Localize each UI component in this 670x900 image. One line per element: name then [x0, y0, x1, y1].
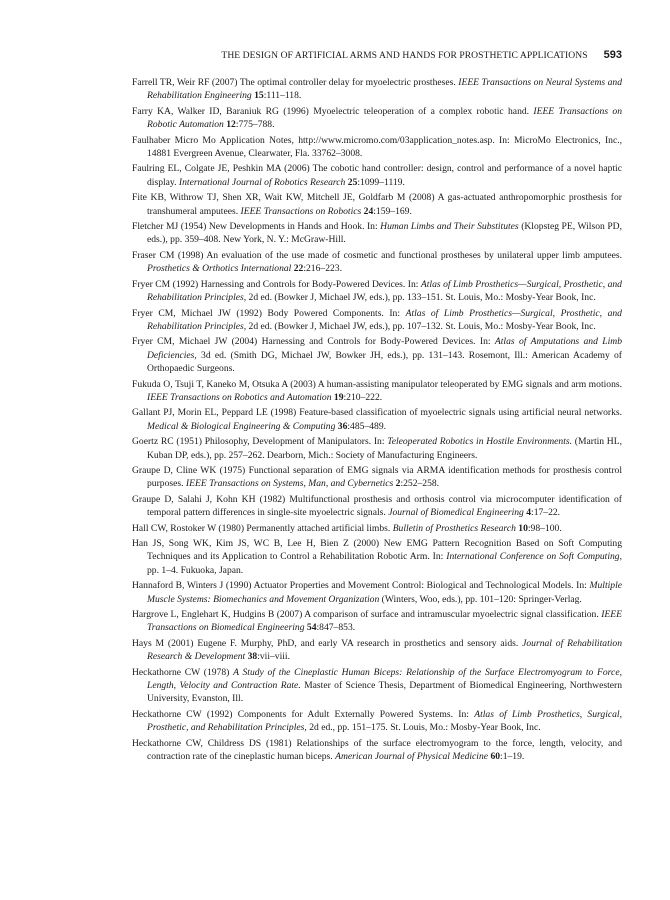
reference-entry	[132, 278, 622, 305]
reference-entry	[132, 335, 622, 375]
reference-source: Prosthetics & Orthotics International	[147, 263, 292, 275]
reference-source: IEEE Transactions on Robotic Automation	[147, 105, 622, 131]
reference-entry	[132, 579, 622, 606]
reference-title: New Developments in Hands and Hook. In:	[208, 221, 378, 233]
reference-authors: Heckathorne CW (1978)	[132, 666, 230, 678]
reference-title: Functional separation of EMG signals via ARMA identification methods for prosthesis control purposes.	[147, 464, 622, 490]
reference-pages: 2d ed. (Bowker J, Michael JW, eds.), pp. 133–151. St. Louis, Mo.: Mosby-Year Book, Inc.	[248, 292, 596, 304]
reference-title: New EMG Pattern Recognition Based on Soft Computing Techniques and its Application to Control a Rehabilitation Robotic Arm. In:	[147, 538, 622, 563]
reference-pages: :485–489.	[347, 420, 387, 432]
reference-authors: Heckathorne CW, Childress DS (1981)	[132, 737, 292, 749]
reference-source: Journal of Biomedical Engineering	[388, 507, 524, 519]
reference-pages: :vii–viii.	[257, 651, 291, 663]
reference-pages: (Klopsteg PE, Wilson PD, eds.), pp. 359–408. New York, N. Y.: McGraw-Hill.	[147, 221, 622, 246]
reference-volume: 19	[333, 391, 344, 403]
reference-title: Actuator Properties and Movement Control: Biological and Technological Models. In:	[253, 580, 587, 592]
reference-authors: Fryer CM (1992)	[132, 278, 199, 290]
reference-pages: :847–853.	[316, 622, 356, 634]
reference-source: Teleoperated Robotics in Hostile Environments.	[387, 436, 573, 448]
reference-pages: (Martin HL, Kuban DP, eds.), pp. 257–262. Dearborn, Mich.: Society of Manufacturing Engineers.	[147, 436, 622, 461]
reference-pages: pp. 1–4. Fukuoka, Japan.	[147, 564, 244, 576]
reference-source: Bulletin of Prosthetics Research	[392, 522, 516, 534]
reference-volume: 12	[226, 119, 236, 131]
reference-title: A comparison of surface and intramuscular myoelectric signal classification.	[304, 609, 599, 621]
reference-volume: 36	[337, 420, 348, 432]
reference-authors: Hargrove L, Englehart K, Hudgins B (2007)	[132, 609, 303, 621]
reference-pages: :252–258.	[400, 478, 440, 490]
reference-title: Permanently attached artificial limbs.	[246, 522, 391, 534]
reference-entry	[132, 191, 622, 218]
reference-source: Medical & Biological Engineering & Computing	[147, 420, 336, 432]
reference-source: IEEE Transactions on Robotics	[240, 205, 362, 217]
page-number: 593	[603, 49, 622, 61]
reference-title: The optimal controller delay for myoelectric prostheses.	[239, 77, 456, 88]
reference-title: The cobotic hand controller: design, control and performance of a novel haptic display.	[147, 163, 622, 188]
reference-source: IEEE Transactions on Neural Systems and Rehabilitation Engineering	[147, 77, 622, 102]
reference-authors: Graupe D, Cline WK (1975)	[132, 464, 246, 476]
reference-source: A Study of the Cineplastic Human Biceps: Relationship of the Surface Electromyogram to Force, Length, Velocity and Contraction Rate.	[147, 666, 622, 692]
reference-title: Philosophy, Development of Manipulators. In:	[204, 436, 385, 448]
reference-list	[132, 76, 622, 766]
reference-title: Relationships of the surface electromyogram to the force, length, velocity, and contraction rate of the cineplastic human biceps.	[147, 737, 622, 763]
reference-entry	[132, 406, 622, 433]
reference-entry	[132, 76, 622, 103]
reference-source: Atlas of Limb Prosthetics—Surgical, Prosthetic, and Rehabilitation Principles,	[147, 307, 622, 332]
reference-volume: 54	[306, 622, 317, 634]
reference-authors: Fite KB, Withrow TJ, Shen XR, Wait KW, Mitchell JE, Goldfarb M (2008)	[132, 192, 435, 204]
reference-title: Multifunctional prosthesis and orthosis control via microcomputer identification of temporal pattern differences in single-site myoelectric signals.	[147, 493, 622, 519]
reference-entry	[132, 134, 622, 161]
reference-entry	[132, 537, 622, 577]
reference-volume: 4	[526, 507, 532, 519]
reference-volume: 10	[518, 522, 528, 534]
reference-volume: 15	[254, 90, 264, 102]
reference-authors: Hannaford B, Winters J (1990)	[132, 580, 252, 592]
reference-source: International Conference on Soft Computing,	[446, 551, 622, 563]
reference-pages: :1099–1119.	[357, 176, 405, 188]
reference-pages: :210–222.	[343, 391, 383, 403]
reference-entry	[132, 708, 622, 735]
reference-volume: 60	[490, 751, 501, 763]
reference-source: IEEE Transactions on Biomedical Engineering	[147, 609, 622, 634]
reference-pages: :111–118.	[263, 90, 302, 102]
reference-source: American Journal of Physical Medicine	[335, 751, 489, 763]
reference-entry	[132, 249, 622, 276]
reference-source: Atlas of Limb Prosthetics—Surgical, Prosthetic, and Rehabilitation Principles,	[147, 278, 622, 304]
reference-entry	[132, 737, 622, 764]
reference-title: A human-assisting manipulator teleoperated by EMG signals and arm motions.	[317, 378, 622, 390]
reference-entry	[132, 637, 622, 664]
reference-entry	[132, 105, 622, 132]
reference-authors: Goertz RC (1951)	[132, 436, 202, 448]
reference-authors: Graupe D, Salahi J, Kohn KH (1982)	[132, 493, 286, 505]
reference-authors: Faulhaber Micro Mo Application Notes, http://www.micromo.com/03application_notes.asp. In: MicroMo Electronics, Inc., 14881 Evergreen Avenue, Clearwater, Fla. 33762–3008.	[132, 134, 622, 160]
reference-authors: Fletcher MJ (1954)	[132, 221, 207, 233]
reference-authors: Gallant PJ, Morin EL, Peppard LE (1998)	[132, 407, 297, 419]
reference-source: Multiple Muscle Systems: Biomechanics and Movement Organization	[147, 580, 622, 605]
reference-pages: 2d ed. (Bowker J, Michael JW, eds.), pp. 107–132. St. Louis, Mo.: Mosby-Year Book, Inc.	[248, 320, 596, 332]
reference-authors: Faulring EL, Colgate JE, Peshkin MA (2006)	[132, 163, 310, 175]
reference-entry	[132, 608, 622, 635]
reference-source: Atlas of Limb Prosthetics, Surgical, Prosthetic, and Rehabilitation Principles,	[147, 708, 622, 734]
reference-pages: :98–100.	[527, 522, 562, 534]
reference-authors: Heckathorne CW (1992)	[132, 708, 233, 720]
reference-pages: 2d ed., pp. 151–175. St. Louis, Mo.: Mosby-Year Book, Inc.	[309, 722, 541, 734]
reference-title: Components for Adult Externally Powered Systems. In:	[237, 708, 469, 720]
reference-authors: Han JS, Song WK, Kim JS, WC B, Lee H, Bien Z (2000)	[132, 538, 380, 549]
reference-authors: Hays M (2001)	[132, 637, 194, 649]
reference-volume: 25	[347, 176, 358, 188]
reference-authors: Fukuda O, Tsuji T, Kaneko M, Otsuka A (2003)	[132, 378, 316, 390]
running-head	[132, 49, 622, 63]
reference-source: Atlas of Amputations and Limb Deficiencies,	[147, 336, 622, 361]
reference-source: International Journal of Robotics Research	[178, 176, 346, 188]
reference-entry	[132, 435, 622, 462]
reference-source: Journal of Rehabilitation Research & Development	[147, 637, 622, 663]
reference-title: A gas-actuated anthropomorphic prosthesis for transhumeral amputees.	[147, 192, 622, 217]
reference-pages: :775–788.	[235, 119, 275, 131]
reference-volume: 22	[293, 263, 304, 275]
reference-title: Eugene F. Murphy, PhD, and early VA research in prosthetics and sensory aids.	[197, 637, 519, 649]
reference-entry	[132, 162, 622, 189]
reference-entry	[132, 522, 622, 535]
reference-title: Body Powered Components. In:	[267, 307, 401, 319]
reference-entry	[132, 378, 622, 405]
reference-pages: :1–19.	[500, 751, 525, 763]
reference-authors: Hall CW, Rostoker W (1980)	[132, 522, 245, 534]
reference-volume: 24	[363, 205, 374, 217]
reference-entry	[132, 464, 622, 491]
reference-title: Harnessing and Controls for Body-Powered Devices. In:	[261, 336, 491, 348]
reference-authors: Fryer CM, Michael JW (2004)	[132, 336, 258, 348]
reference-authors: Farrell TR, Weir RF (2007)	[132, 77, 238, 88]
reference-pages: :216–223.	[303, 263, 342, 275]
reference-entry	[132, 666, 622, 706]
reference-source: IEEE Transactions on Robotics and Automation	[147, 391, 332, 403]
reference-authors: Fraser CM (1998)	[132, 249, 204, 261]
reference-title: Harnessing and Controls for Body-Powered Devices. In:	[200, 278, 419, 290]
reference-title: An evaluation of the use made of cosmetic and functional prostheses by unilateral upper limb amputees.	[206, 249, 622, 261]
reference-pages: Master of Science Thesis, Department of Biomedical Engineering, Northwestern University, Evanston, Ill.	[147, 680, 622, 705]
reference-pages: 3d ed. (Smith DG, Michael JW, Bowker JH, eds.), pp. 131–143. Rosemont, Ill.: American Academy of Orthopaedic Surgeons.	[147, 349, 622, 375]
reference-pages: (Winters, Woo, eds.), pp. 101–120: Springer-Verlag.	[381, 593, 582, 605]
reference-title: Myoelectric teleoperation of a complex robotic hand.	[313, 105, 530, 117]
reference-pages: :17–22.	[531, 507, 561, 519]
reference-source: Human Limbs and Their Substitutes	[380, 221, 519, 233]
reference-title: Feature-based classification of myoelectric signals using artificial neural networks.	[299, 407, 622, 419]
running-title: THE DESIGN OF ARTIFICIAL ARMS AND HANDS FOR PROSTHETIC APPLICATIONS	[221, 50, 588, 61]
reference-entry	[132, 307, 622, 334]
reference-pages: :159–169.	[373, 205, 412, 217]
reference-volume: 38	[247, 651, 258, 663]
reference-authors: Farry KA, Walker ID, Baraniuk RG (1996)	[132, 105, 309, 117]
reference-entry	[132, 493, 622, 520]
reference-authors: Fryer CM, Michael JW (1992)	[132, 307, 262, 319]
reference-source: IEEE Transactions on Systems, Man, and Cybernetics	[185, 478, 394, 490]
reference-entry	[132, 220, 622, 247]
reference-volume: 2	[395, 478, 401, 490]
